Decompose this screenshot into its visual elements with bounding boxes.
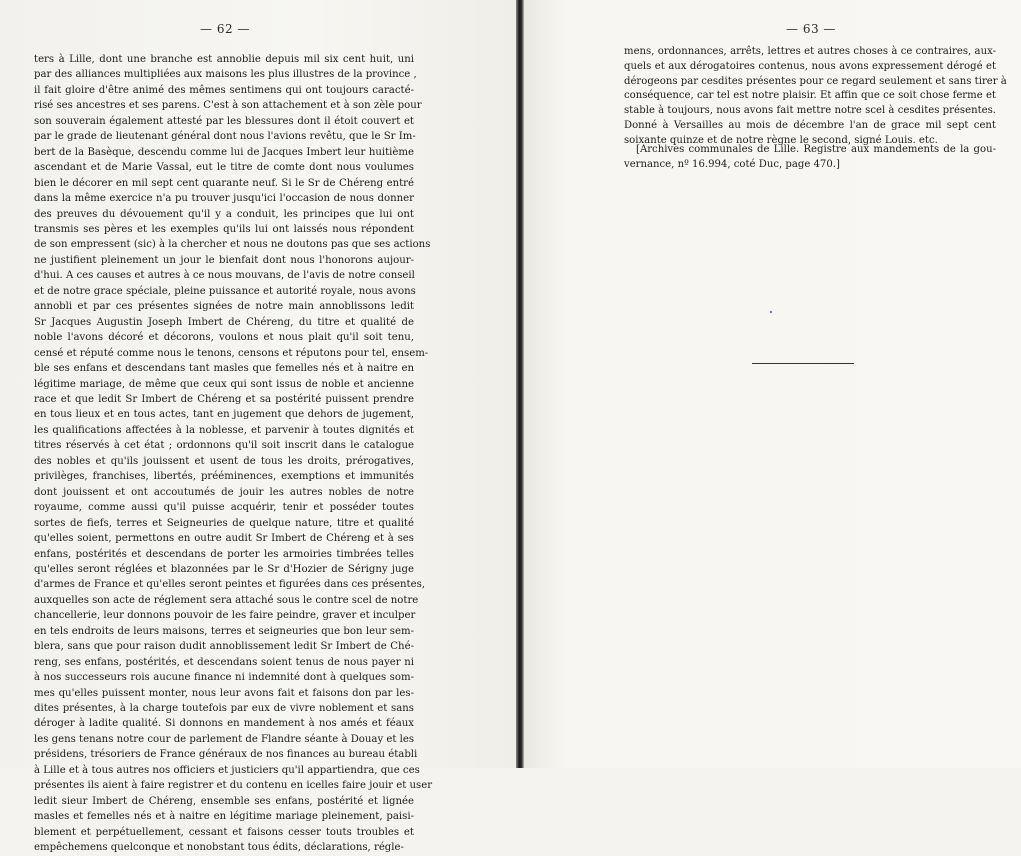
text-line: il fait gloire d'être animé des mêmes sentimens qui ont toujours caracté- xyxy=(34,84,414,96)
text-line: bien le décorer en mil sept cent quarante neuf. Si le Sr de Chéreng entré xyxy=(34,177,414,189)
book-gutter xyxy=(516,0,524,768)
archive-citation xyxy=(624,143,996,173)
page-number-62: — 62 — xyxy=(200,22,250,36)
citation-line: vernance, nº 16.994, coté Duc, page 470.] xyxy=(624,158,840,170)
text-line: dans la même exercice n'a pu trouver jusqu'ici l'occasion de nous donner xyxy=(34,193,414,205)
citation-line: [Archives communales de Lille. Registre aux mandements de la gou- xyxy=(636,144,996,155)
text-line: ters à Lille, dont une branche est annoblie depuis mil six cent huit, uni xyxy=(34,54,414,65)
text-line: qu'elles soient, permettons en outre audit Sr Imbert de Chéreng et à ses xyxy=(34,533,414,545)
text-line: chancellerie, leur donnons pouvoir de les faire peindre, graver et inculper xyxy=(34,610,416,622)
page-number-63: — 63 — xyxy=(786,22,836,36)
text-line: dont jouissent et ont accoutumés de jouir les autres nobles de notre xyxy=(34,486,414,498)
text-line: ledit sieur Imbert de Chéreng, ensemble ses enfans, postérité et lignée xyxy=(34,795,414,807)
text-line: privilèges, franchises, libertés, prééminences, exemptions et immunités xyxy=(34,471,414,483)
text-line: bert de la Basèque, descendu comme lui de Jacques Imbert leur huitième xyxy=(34,146,414,158)
text-line: sortes de fiefs, terres et Seigneuries de quelque nature, titre et qualité xyxy=(34,517,414,529)
text-line: royaume, comme aussi qu'il puisse acquérir, tenir et posséder toutes xyxy=(34,502,414,514)
text-line: à Lille et à tous autres nos officiers et justiciers qu'il appartiendra, que ces xyxy=(34,764,420,776)
text-line: ne justifient pleinement un jour le bienfait dont nous l'honorons aujour- xyxy=(34,254,414,266)
text-line: annobli et par ces présentes signées de notre main annoblissons ledit xyxy=(34,301,414,313)
scan-speck xyxy=(770,311,772,313)
text-line: noble l'avons décoré et décorons, voulons et nous plait qu'il soit tenu, xyxy=(34,332,414,344)
left-page-body xyxy=(34,52,433,856)
text-line: stable à toujours, nous avons fait mettre notre scel à cesdites présentes. xyxy=(624,105,996,117)
text-line: quels et aux dérogatoires contenus, nous avons expressement dérogé et xyxy=(624,60,996,72)
text-line: dérogeons par cesdites présentes pour ce regard seulement et sans tirer à xyxy=(624,75,1007,87)
text-line: masles et femelles nés et à naitre en légitime mariage pleinement, paisi- xyxy=(34,811,414,823)
text-line: qu'elles seront réglées et blazonnées par le Sr d'Hozier de Sérigny juge xyxy=(34,563,414,575)
text-line: enfans, postérités et descendans de porter les armoiries timbrées telles xyxy=(34,548,414,560)
text-line: d'hui. A ces causes et autres à ce nous mouvans, de l'avis de notre conseil xyxy=(34,270,415,282)
text-line: mens, ordonnances, arrêts, lettres et autres choses à ce contraires, aux- xyxy=(624,46,996,57)
text-line: empêchemens quelconque et nonobstant tous édits, déclarations, régle- xyxy=(34,842,404,854)
end-rule xyxy=(752,363,854,364)
text-line: des preuves du dévouement qu'il y a conduit, les principes que lui ont xyxy=(34,208,414,220)
text-line: en tels endroits de leurs maisons, terres et seigneuries que bon leur sem- xyxy=(34,625,414,637)
text-line: légitime mariage, de même que ceux qui sont issus de noble et ancienne xyxy=(34,378,414,390)
text-line: par le grade de lieutenant général dont nous l'avions revêtu, que le Sr Im- xyxy=(34,131,416,143)
text-line: les qualifications affectées à la noblesse, et parvenir à toutes dignités et xyxy=(34,424,414,436)
text-line: d'armes de France et qu'elles seront peintes et figurées dans ces présentes, xyxy=(34,579,426,591)
text-line: ascendant et de Marie Vassal, eut le titre de comte dont nous voulumes xyxy=(34,162,414,174)
text-line: ble ses enfans et descendans tant masles que femelles nés et à naitre en xyxy=(34,363,414,375)
text-line: de son empressent (sic) à la chercher et nous ne doutons pas que ses actions xyxy=(34,239,431,251)
right-page-body xyxy=(624,45,1007,149)
text-line: déroger à ladite qualité. Si donnons en mandement à nos amés et féaux xyxy=(34,718,414,730)
text-line: à nos successeurs rois aucune finance ni indemnité dont à quelques som- xyxy=(34,672,414,684)
text-line: censé et réputé comme nous le tenons, censons et réputons pour tel, ensem- xyxy=(34,347,429,359)
text-line: des nobles et qu'ils jouissent et usent de tous les droits, prérogatives, xyxy=(34,455,414,467)
text-line: en tous lieux et en tous actes, tant en jugement que dehors de jugement, xyxy=(34,409,414,421)
text-line: blement et perpétuellement, cessant et faisons cesser touts troubles et xyxy=(34,826,414,838)
text-line: reng, ses enfans, postérités, et descendans soient tenus de nous payer ni xyxy=(34,656,414,668)
right-page xyxy=(524,0,1021,768)
text-line: mes qu'elles puissent monter, nous leur avons fait et faisons don par les- xyxy=(34,687,414,699)
text-line: blera, sans que pour raison dudit annoblissement ledit Sr Imbert de Ché- xyxy=(34,641,414,653)
text-line: les gens tenans notre cour de parlement de Flandre séante à Douay et les xyxy=(34,733,415,745)
text-line: par des alliances multipliées aux maisons les plus illustres de la province , xyxy=(34,69,417,81)
text-line: présidens, trésoriers de France généraux de nos finances au bureau établi xyxy=(34,749,418,761)
text-line: auxquelles son acte de réglement sera attaché sous le contre scel de notre xyxy=(34,594,419,606)
text-line: Donné à Versailles au mois de décembre l'an de grace mil sept cent xyxy=(624,119,996,131)
text-line: transmis ses pères et les exemples qu'ils lui ont laissés nous répondent xyxy=(34,223,414,235)
text-line: soixante quinze et de notre règne le second, signé Louis. etc. xyxy=(624,134,938,146)
text-line: risé ses ancestres et ses parens. C'est à son attachement et à son zèle pour xyxy=(34,100,422,112)
text-line: titres réservés à cet état ; ordonnons qu'il soit inscrit dans le catalogue xyxy=(34,440,414,452)
text-line: son souverain également attesté par les blessures dont il étoit couvert et xyxy=(34,115,414,127)
text-line: race et que ledit Sr Imbert de Chéreng et sa postérité puissent prendre xyxy=(34,393,414,405)
text-line: et de notre grace spéciale, pleine puissance et autorité royale, nous avons xyxy=(34,285,416,297)
text-line: dites présentes, à la charge toutefois par eux de vivre noblement et sans xyxy=(34,703,414,715)
text-line: Sr Jacques Augustin Joseph Imbert de Chéreng, du titre et qualité de xyxy=(34,316,414,328)
text-line: conséquence, car tel est notre plaisir. Et affin que ce soit chose ferme et xyxy=(624,90,996,102)
text-line: présentes ils aient à faire registrer et du contenu en icelles faire jouir et user xyxy=(34,780,433,792)
